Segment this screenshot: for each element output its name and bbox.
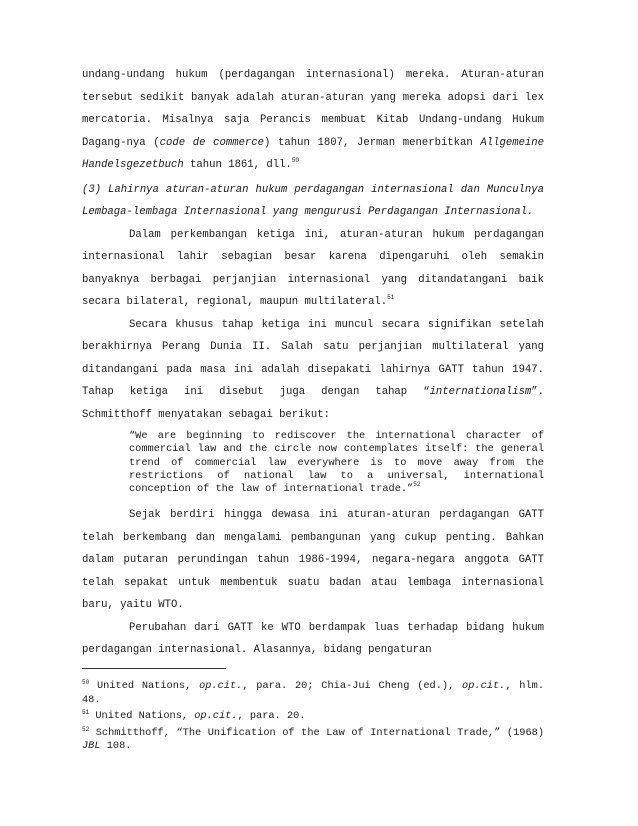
footnote-51 — [82, 710, 544, 724]
footnote-text: United Nations, — [89, 680, 200, 692]
footnote-text: 108. — [100, 740, 132, 753]
footnotes — [82, 680, 544, 757]
footnote-ref-51[interactable]: 51 — [387, 294, 395, 301]
footnote-50 — [82, 680, 544, 707]
italic-term-allgemeine: Allgemeine Handelsgezetbuch — [82, 136, 544, 171]
footnote-divider — [82, 668, 226, 669]
paragraph-1-text-c: tahun 1861, dll. — [183, 159, 292, 171]
footnote-number: 50 — [82, 679, 90, 686]
paragraph-1 — [82, 64, 544, 177]
paragraph-1-text-b: ) tahun 1807, Jerman menerbitkan — [264, 136, 481, 149]
paragraph-4: Sejak berdiri hingga dewasa ini aturan-aturan perdagangan GATT telah berkembang dan mengalami pembangunan yang cukup penting. Bahkan dalam putaran perundingan tahun 1986-1994, negara-negara anggota GATT telah sepakat untuk membentuk suatu badan atau lembaga internasional baru, yaitu WTO. — [82, 509, 544, 612]
paragraph-3-text-a: Secara khusus tahap ketiga ini muncul secara signifikan setelah berakhirnya Perang Dunia II. Salah satu perjanjian multilateral yang ditandangani pada masa ini adalah disepakati lahirnya GATT tahun 1947. Tahap ketiga ini disebut juga dengan tahap “ — [82, 318, 544, 398]
paragraph-2-text: Dalam perkembangan ketiga ini, aturan-aturan hukum perdagangan internasional lahir sebagian besar karena dipengaruhi oleh semakin banyaknya berbagai perjanjian internasional yang ditandatangani baik secara bilateral, regional, maupun multilateral. — [82, 228, 544, 308]
block-quote-text: “We are beginning to rediscover the international character of commercial law and the circle now contemplates itself: the general trend of commercial law everywhere is to move away from the restrictions of national law to a universal, international conception of the law of international trade.” — [129, 430, 544, 496]
footnote-text: Schmitthoff, “The Unification of the Law of International Trade,” (1968) — [89, 726, 544, 739]
section-heading — [82, 179, 544, 224]
italic-term-code-de-commerce: code de commerce — [159, 136, 264, 149]
footnote-italic: op.cit. — [462, 680, 506, 692]
footnote-52 — [82, 727, 544, 754]
italic-term-internationalism: internationalism — [429, 386, 532, 398]
footnote-text: United Nations, — [89, 710, 195, 723]
footnote-number: 51 — [82, 709, 90, 717]
paragraph-5: Perubahan dari GATT ke WTO berdampak luas terhadap bidang hukum perdagangan internasional. Alasannya, bidang pengaturan — [82, 621, 544, 657]
footnote-ref-52[interactable]: 52 — [413, 481, 421, 489]
footnote-italic: op.cit. — [199, 680, 243, 692]
paragraph-3-text-b: ”. Schmitthoff menyatakan sebagai berikut: — [82, 386, 544, 421]
paragraph-3 — [82, 314, 544, 427]
footnote-italic: op.cit. — [194, 710, 238, 723]
footnote-text: , hlm. 48. — [82, 680, 544, 706]
footnote-text: , para. 20; Chia-Jui Cheng (ed.), — [242, 680, 463, 692]
footnote-text: , para. 20. — [237, 710, 306, 723]
footnote-italic: JBL — [82, 740, 101, 753]
block-quote — [129, 430, 544, 496]
paragraph-1-text-a: undang-undang hukum (perdagangan internasional) mereka. Aturan-aturan tersebut sedikit banyak adalah aturan-aturan yang mereka adopsi dari lex mercatoria. Misalnya saja Perancis membuat Kitab Undang-undang Hukum Dagang-nya ( — [82, 69, 544, 149]
body-text — [82, 64, 544, 662]
footnote-number: 52 — [82, 725, 90, 733]
section-heading-text: (3) Lahirnya aturan-aturan hukum perdagangan internasional dan Munculnya Lembaga-lembaga Internasional yang mengurusi Perdagangan Internasional. — [82, 183, 544, 218]
paragraph-2 — [82, 224, 544, 314]
footnote-ref-50[interactable]: 50 — [291, 157, 299, 164]
